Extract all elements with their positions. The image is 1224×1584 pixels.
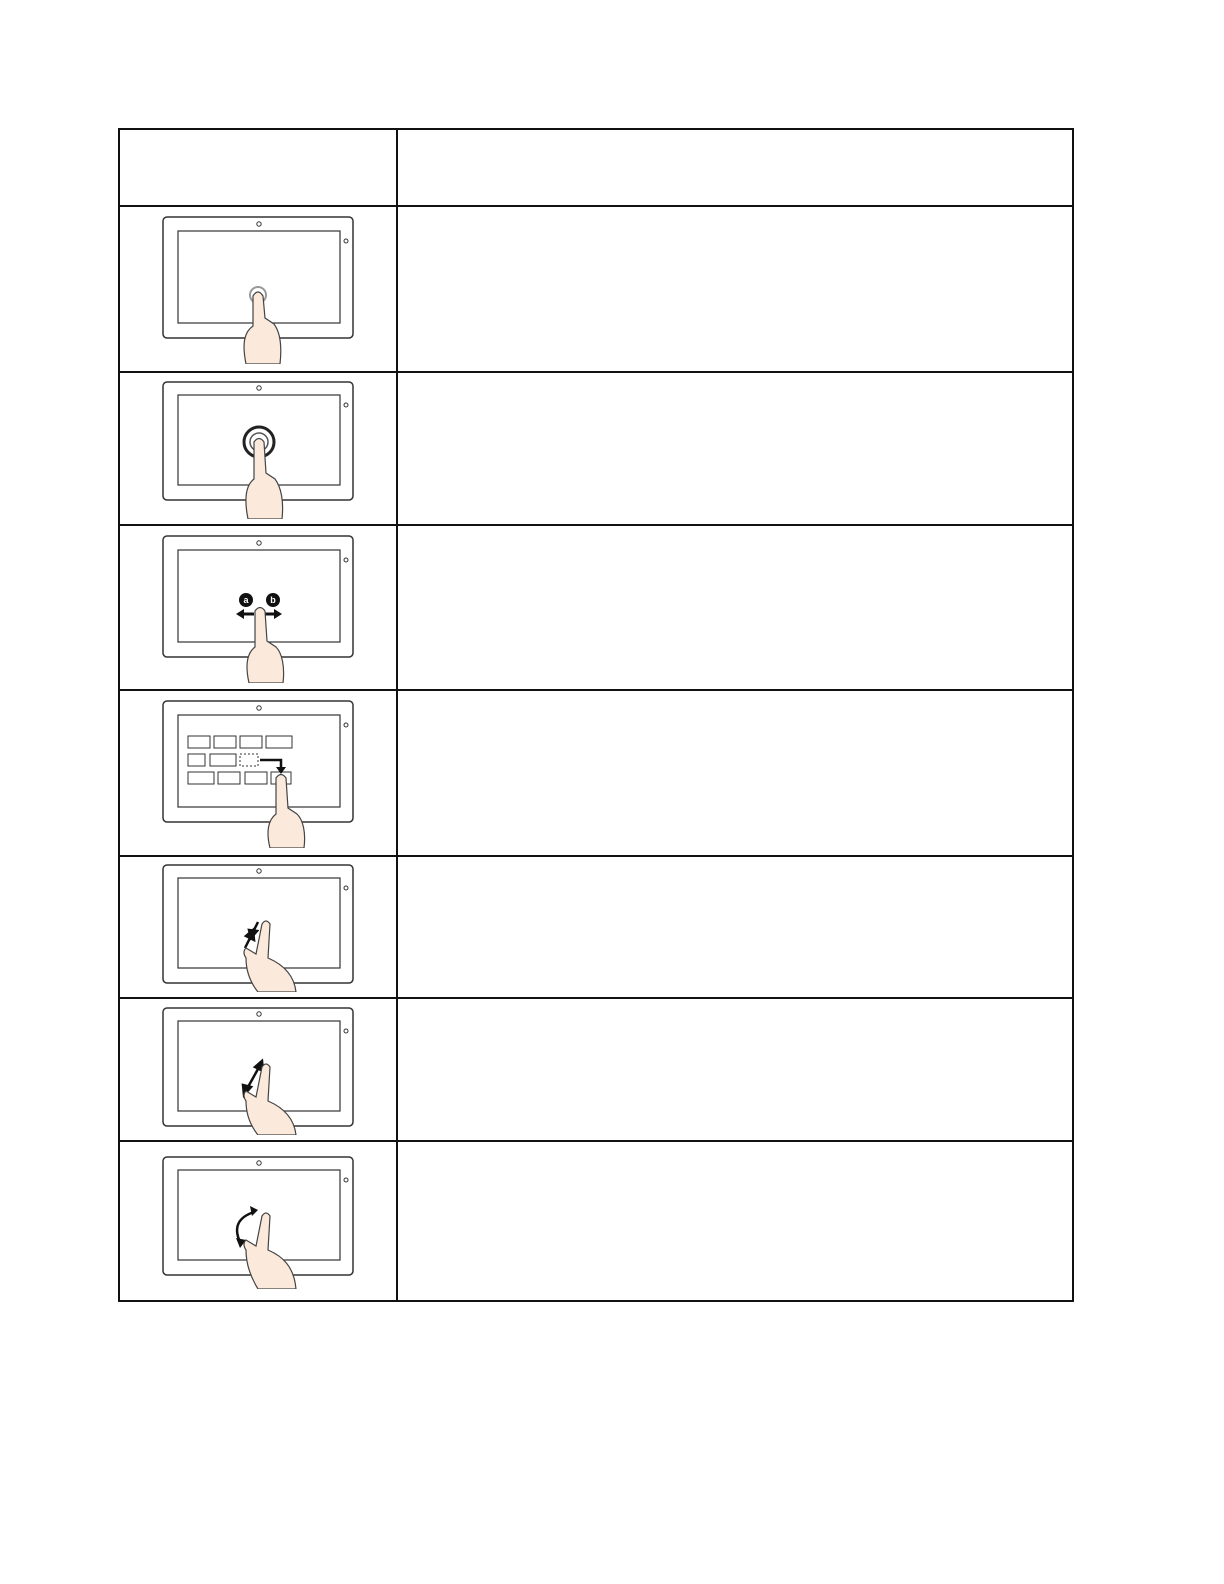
row-description (397, 525, 1073, 690)
tap-and-hold-gesture-icon (158, 379, 358, 519)
svg-text:a: a (243, 594, 249, 605)
drag-item-gesture-icon (158, 698, 358, 848)
table-row (119, 206, 1073, 372)
label-b-badge (266, 593, 280, 607)
table-header-row (119, 129, 1073, 206)
table-row (119, 856, 1073, 998)
row-description (397, 372, 1073, 525)
header-cell-left (119, 129, 397, 206)
tap-gesture-icon (158, 214, 358, 364)
table-row (119, 1141, 1073, 1301)
header-cell-right (397, 129, 1073, 206)
gesture-table (118, 128, 1074, 1302)
row-description (397, 690, 1073, 856)
label-a-badge (239, 593, 253, 607)
table-row (119, 525, 1073, 690)
spread-zoom-in-gesture-icon (158, 1005, 358, 1135)
pinch-zoom-out-gesture-icon (158, 862, 358, 992)
row-description (397, 206, 1073, 372)
table-row (119, 372, 1073, 525)
slide-gesture-icon (158, 533, 358, 683)
row-description (397, 856, 1073, 998)
row-description (397, 1141, 1073, 1301)
svg-text:b: b (270, 594, 276, 605)
row-description (397, 998, 1073, 1141)
rotate-gesture-icon (158, 1154, 358, 1289)
table-row (119, 690, 1073, 856)
table-row (119, 998, 1073, 1141)
